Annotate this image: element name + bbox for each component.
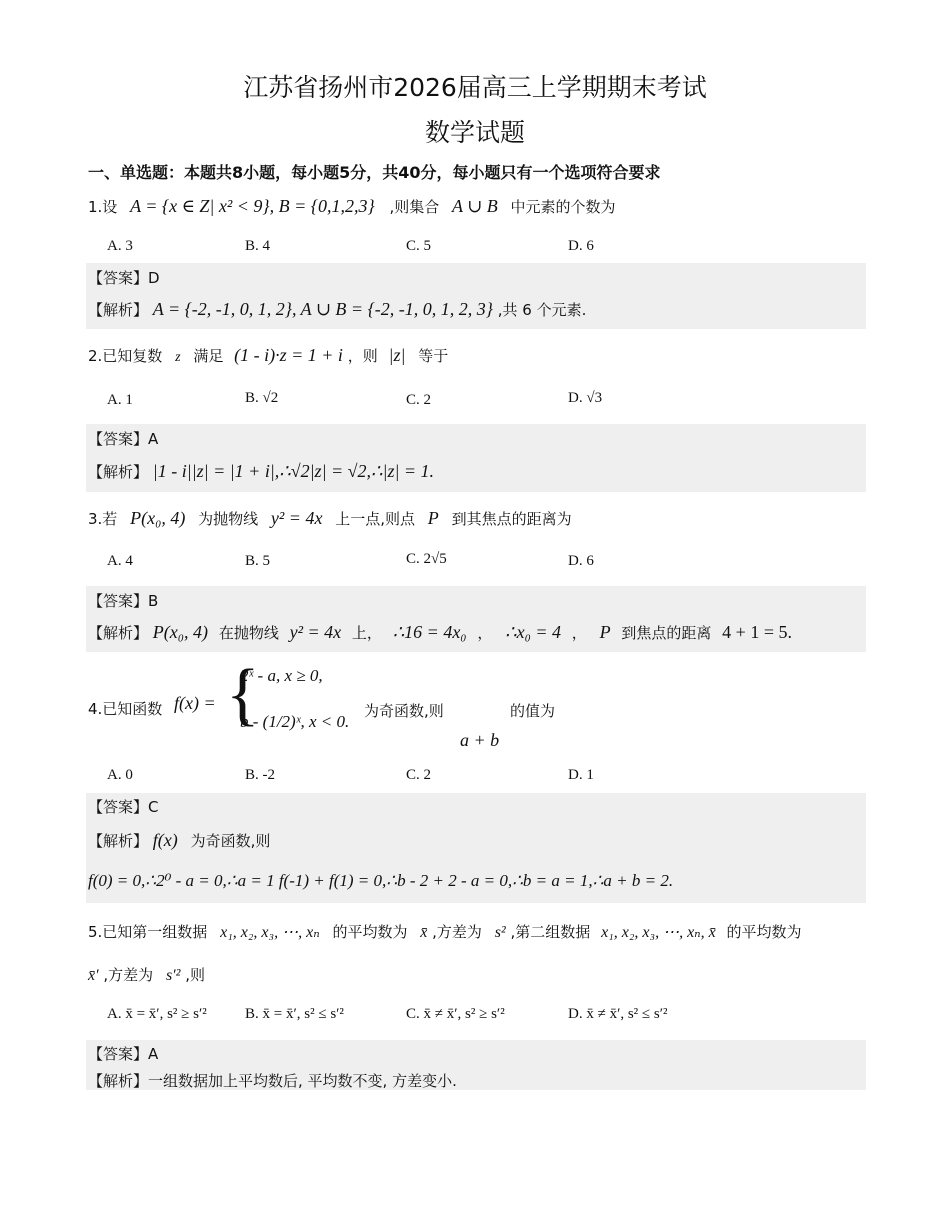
q3-option-a: A. 4 [107,553,133,569]
q4-analysis-math1: f(x) [152,830,178,850]
q1-analysis-math: A = {-2, -1, 0, 1, 2}, A ∪ B = {-2, -1, 0, 1, 2, 3} [152,299,493,319]
q1-analysis-text: ,共 6 个元素. [497,301,587,319]
q2-math-abs: |z| [388,345,406,365]
q4-option-a: A. 0 [107,767,133,783]
q5-line2-t2: ,则 [185,966,206,984]
q3-analysis-math2: y² = 4x [289,622,342,642]
q5-answer [88,1043,158,1064]
q3-analysis-math6: 4 + 1 = 5. [722,622,792,642]
q5-answer-box [86,1040,866,1090]
q3-suffix: 到其焦点的距离为 [451,510,572,528]
analysis-label: 【解析】 [88,832,149,850]
q3-math-point: P(x₀, 4) [130,508,186,528]
q3-answer [88,590,158,611]
q2-suffix: 等于 [418,347,449,365]
analysis-label: 【解析】 [88,463,149,481]
q5-analysis [88,1070,457,1091]
q5-line2-t1: ,方差为 [103,966,154,984]
q1-suffix: 中元素的个数为 [510,198,616,216]
q2-option-a: A. 1 [107,392,133,408]
q1-mid: ,则集合 [389,198,440,216]
exam-subtitle: 数学试题 [424,118,525,147]
q3-answer-value: B [148,592,159,610]
q4-math-ab: a + b [460,730,500,750]
q4-option-d: D. 1 [568,767,594,783]
question-1-stem [88,196,616,217]
q5-math-mean2: x̄′ [88,967,99,984]
q2-option-c: C. 2 [406,392,432,408]
q4-option-b: B. -2 [245,767,275,783]
answer-label: 【答案】 [88,269,149,287]
q4-answer-box [86,793,866,903]
q4-mid: 为奇函数,则 [364,702,444,720]
q5-option-d: D. x̄ ≠ x̄′, s² ≤ s′² [568,1006,668,1022]
q4-option-c: C. 2 [406,767,432,783]
q5-math-data2: x₁, x₂, x₃, ⋯, xₙ, x̄ [601,924,716,941]
q1-answer-value: D [148,269,160,287]
q1-prefix: 1.设 [88,198,118,216]
q3-math-parabola: y² = 4x [270,508,323,528]
question-3-stem [88,508,572,529]
q4-suffix: 的值为 [510,702,556,720]
q5-answer-value: A [148,1045,159,1063]
q2-analysis [88,461,434,482]
analysis-label: 【解析】 [88,624,149,642]
q4-answer [88,796,159,817]
q2-answer-value: A [148,430,159,448]
q3-analysis-math3: ∴16 = 4x₀ [392,622,467,642]
q5-math-data1: x₁, x₂, x₃, ⋯, xₙ [220,924,320,941]
q1-answer [88,267,160,288]
q3-analysis-math5: P [599,622,611,642]
q5-option-a: A. x̄ = x̄′, s² ≥ s′² [107,1006,207,1022]
q1-math-union: A ∪ B [452,196,498,216]
q3-analysis-math4: ∴x₀ = 4 [505,622,562,642]
q3-prefix: 3.若 [88,510,118,528]
q3-mid2: 上一点,则点 [335,510,415,528]
q1-option-b: B. 4 [245,238,271,254]
q2-answer [88,428,158,449]
exam-title: 江苏省扬州市2026届高三上学期期末考试 [243,73,707,102]
q2-mid: 满足 [193,347,224,365]
q3-answer-box [86,586,866,652]
q3-analysis-t4: ， [571,624,587,642]
answer-label: 【答案】 [88,430,149,448]
analysis-label: 【解析】 [88,1072,149,1090]
answer-label: 【答案】 [88,592,149,610]
q3-analysis-math1: P(x₀, 4) [152,622,209,642]
answer-label: 【答案】 [88,798,149,816]
q2-math-z: z [175,350,181,365]
q3-analysis-t3: ， [477,624,493,642]
q3-option-b: B. 5 [245,553,271,569]
q5-suffix: 的平均数为 [726,923,802,941]
section-heading: 一、单选题：本题共8小题，每小题5分，共40分，每小题只有一个选项符合要求 [88,163,661,182]
q5-prefix: 5.已知第一组数据 [88,923,208,941]
analysis-label: 【解析】 [88,301,149,319]
q1-option-c: C. 5 [406,238,432,254]
q4-prefix: 4.已知函数 [88,700,163,718]
q3-math-p: P [427,508,439,528]
q4-analysis-math2: f(0) = 0,∴2⁰ - a = 0,∴a = 1 f(-1) + f(1) = 0,∴b - 2 + 2 - a = 0,∴b = a = 1,∴a + b = 2. [88,871,674,890]
q1-analysis [88,299,586,320]
q2-prefix: 2.已知复数 [88,347,163,365]
q3-analysis-t5: 到焦点的距离 [621,624,712,642]
q5-math-var2: s′² [165,967,181,984]
q3-mid: 为抛物线 [198,510,259,528]
q5-math-mean: x̄ [420,924,428,941]
q5-mid3: ,第二组数据 [510,923,591,941]
q3-analysis-t1: 在抛物线 [218,624,279,642]
q2-option-d: D. √3 [568,390,603,406]
q1-option-a: A. 3 [107,238,133,254]
q3-analysis [88,622,792,643]
q4-piece-2: b - (1/2)ˣ, x < 0. [240,712,350,731]
q4-piece-1: 2ˣ - a, x ≥ 0, [240,666,323,685]
question-2-stem [88,345,448,366]
q3-option-d: D. 6 [568,553,594,569]
q4-analysis [88,830,270,851]
q3-option-c: C. 2√5 [406,551,447,567]
q2-math-equation: (1 - i)·z = 1 + i [234,345,343,365]
q4-piecewise-brace: { [226,656,260,733]
q2-option-b: B. √2 [245,390,279,406]
q5-analysis-text: 一组数据加上平均数后, 平均数不变, 方差变小. [148,1072,457,1090]
q5-mid: 的平均数为 [332,923,408,941]
q5-option-c: C. x̄ ≠ x̄′, s² ≥ s′² [406,1006,505,1022]
q4-analysis-line2 [88,871,673,891]
q5-mid2: ,方差为 [432,923,482,941]
q5-option-b: B. x̄ = x̄′, s² ≤ s′² [245,1006,344,1022]
q2-analysis-math: |1 - i||z| = |1 + i|,∴√2|z| = √2,∴|z| = 1. [152,461,435,481]
q5-math-var: s² [494,924,506,941]
q4-math-fx: f(x) = [174,693,216,713]
answer-label: 【答案】 [88,1045,149,1063]
q2-mid2: ，则 [347,347,378,365]
q4-analysis-t1: 为奇函数,则 [190,832,271,850]
q2-answer-box [86,424,866,492]
question-5-stem-line2 [88,964,205,985]
question-5-stem [88,921,802,942]
q4-answer-value: C [148,798,159,816]
q1-answer-box [86,263,866,329]
q3-analysis-t2: 上， [351,624,382,642]
q1-option-d: D. 6 [568,238,594,254]
q1-math-sets: A = {x ∈ Z| x² < 9}, B = {0,1,2,3} [130,196,375,216]
